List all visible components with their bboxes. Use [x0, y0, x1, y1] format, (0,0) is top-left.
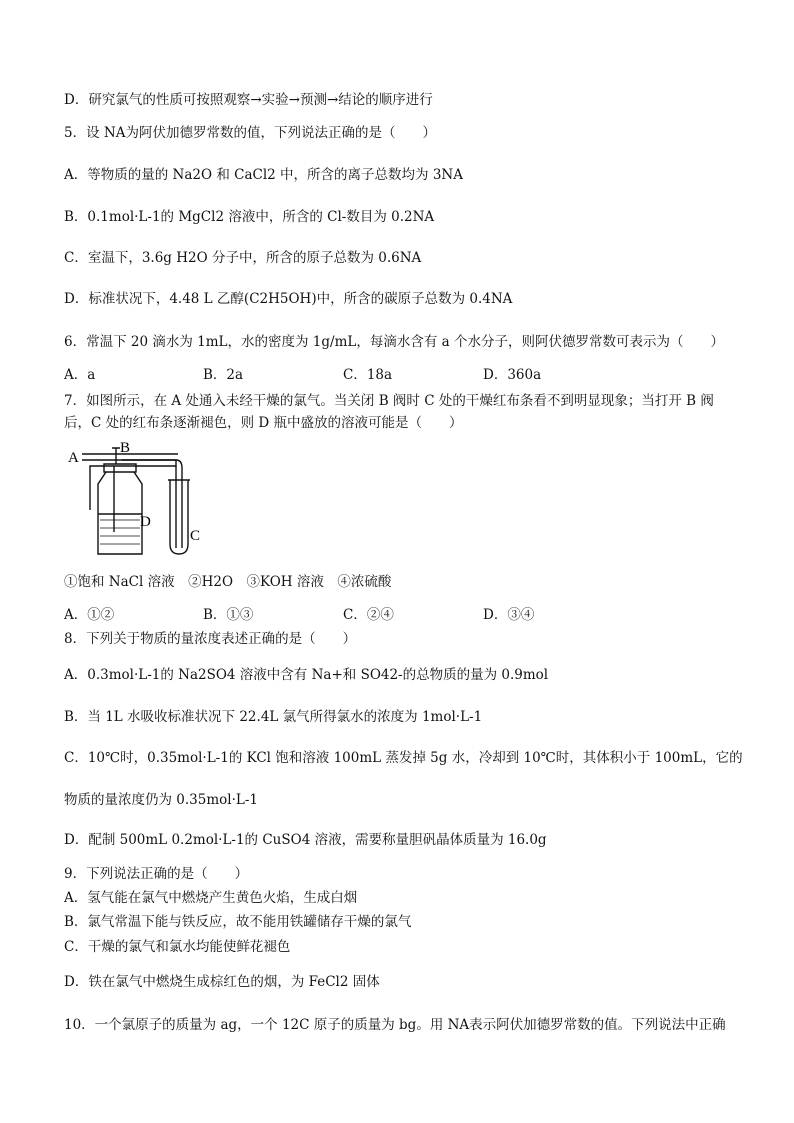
line-q5-d: D．标准状况下，4.48 L 乙醇(C2H5OH)中，所含的碳原子总数为 0.4NA [64, 291, 513, 307]
q6-option-b: B．2a [203, 367, 244, 383]
q7-option-d: D．③④ [483, 607, 535, 623]
line-q9-stem: 9．下列说法正确的是（ ） [64, 866, 249, 882]
line-q9-c: C．干燥的氯气和氯水均能使鲜花褪色 [64, 939, 291, 955]
q7-option-a: A．①② [64, 607, 115, 623]
line-q8-c-2: 物质的量浓度仍为 0.35mol·L-1 [64, 792, 259, 808]
line-q6-stem: 6．常温下 20 滴水为 1mL，水的密度为 1g/mL，每滴水含有 a 个水分子，则阿伏德罗常数可表示为（ ） [64, 334, 724, 350]
line-q9-d: D．铁在氯气中燃烧生成棕红色的烟，为 FeCl2 固体 [64, 974, 380, 990]
line-q8-c: C．10℃时，0.35mol·L-1的 KCl 饱和溶液 100mL 蒸发掉 5g 水，冷却到 10℃时，其体积小于 100mL，它的 [64, 750, 743, 766]
line-q5-c: C．室温下，3.6g H2O 分子中，所含的原子总数为 0.6NA [64, 250, 422, 266]
label-d: D [140, 514, 151, 530]
line-q7-stem-2: 后，C 处的红布条逐渐褪色，则 D 瓶中盛放的溶液可能是（ ） [64, 415, 463, 431]
line-q9-a: A．氢气能在氯气中燃烧产生黄色火焰，生成白烟 [64, 890, 358, 906]
label-c: C [190, 528, 201, 544]
line-q8-d: D．配制 500mL 0.2mol·L-1的 CuSO4 溶液，需要称量胆矾晶体质量为 16.0g [64, 832, 547, 848]
line-q5-b: B．0.1mol·L-1的 MgCl2 溶液中，所含的 Cl-数目为 0.2NA [64, 209, 435, 225]
line-q7-items: ①饱和 NaCl 溶液 ②H2O ③KOH 溶液 ④浓硫酸 [64, 574, 392, 590]
apparatus-drawing [64, 440, 214, 565]
line-q4-d: D．研究氯气的性质可按照观察→实验→预测→结论的顺序进行 [64, 92, 433, 108]
line-q5-a: A．等物质的量的 Na2O 和 CaCl2 中，所含的离子总数均为 3NA [64, 167, 463, 183]
label-b: B [120, 440, 131, 456]
line-q5-stem: 5．设 NA为阿伏加德罗常数的值，下列说法正确的是（ ） [64, 125, 436, 141]
line-q8-stem: 8．下列关于物质的量浓度表述正确的是（ ） [64, 631, 357, 647]
line-q8-a: A．0.3mol·L-1的 Na2SO4 溶液中含有 Na+和 SO42-的总物质的量为 0.9mol [64, 667, 549, 683]
label-a: A [68, 450, 79, 466]
q6-option-a: A．a [64, 367, 96, 383]
q6-option-d: D．360a [483, 367, 542, 383]
apparatus-figure [64, 440, 214, 565]
line-q10-stem: 10．一个氯原子的质量为 ag，一个 12C 原子的质量为 bg。用 NA表示阿伏加德罗常数的值。下列说法中正确 [64, 1017, 726, 1033]
line-q8-b: B．当 1L 水吸收标准状况下 22.4L 氯气所得氯水的浓度为 1mol·L-1 [64, 709, 483, 725]
q7-option-c: C．②④ [343, 607, 394, 623]
q7-option-b: B．①③ [203, 607, 254, 623]
line-q7-stem: 7．如图所示，在 A 处通入未经干燥的氯气。当关闭 B 阀时 C 处的干燥红布条看不到明显现象；当打开 B 阀 [64, 393, 714, 409]
q6-option-c: C．18a [343, 367, 393, 383]
line-q9-b: B．氯气常温下能与铁反应，故不能用铁罐储存干燥的氯气 [64, 914, 412, 930]
